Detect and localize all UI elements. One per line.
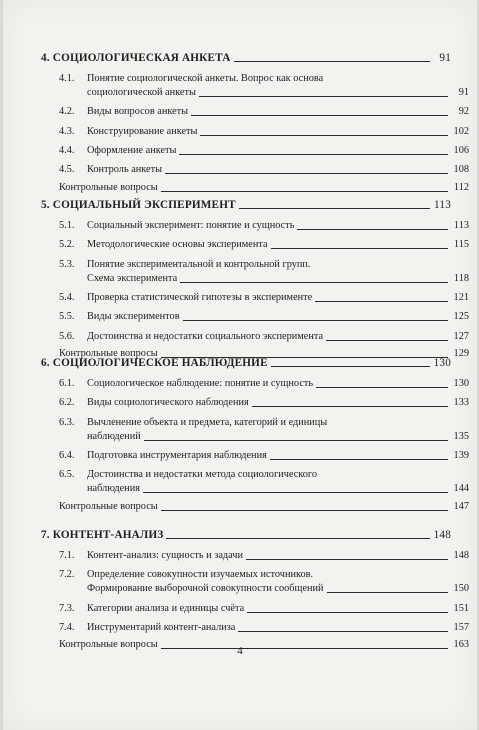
toc-item[interactable] bbox=[41, 622, 469, 634]
section-page: 91 bbox=[439, 52, 451, 64]
section-title bbox=[41, 52, 231, 64]
item-number: 4.1. bbox=[59, 73, 75, 84]
questions-label: Контрольные вопросы bbox=[59, 500, 158, 512]
section-title-text: СОЦИАЛЬНЫЙ ЭКСПЕРИМЕНТ bbox=[52, 199, 236, 211]
item-number: 6.4. bbox=[59, 449, 75, 461]
item-page: 127 bbox=[453, 330, 469, 342]
toc-line bbox=[59, 145, 469, 157]
item-title: Проверка статистической гипотезы в эксперименте bbox=[87, 291, 313, 303]
leader-dots bbox=[165, 173, 448, 174]
toc-item[interactable] bbox=[41, 331, 469, 343]
section-title-text: КОНТЕНТ-АНАЛИЗ bbox=[52, 529, 164, 541]
item-page: 151 bbox=[453, 602, 469, 614]
section-page: 130 bbox=[433, 357, 451, 369]
toc-line bbox=[59, 622, 469, 634]
item-title-line: Понятие социологической анкеты. Вопрос как основа bbox=[87, 73, 324, 84]
toc-item[interactable] bbox=[41, 378, 469, 390]
page-number: 4 bbox=[237, 645, 243, 657]
toc-line bbox=[59, 378, 469, 390]
item-page: 113 bbox=[453, 220, 469, 231]
item-number: 5.2. bbox=[59, 239, 75, 251]
leader-dots bbox=[199, 96, 448, 97]
toc-line bbox=[59, 450, 469, 462]
item-number: 4.3. bbox=[59, 125, 75, 137]
section-number: 7. bbox=[41, 529, 50, 541]
toc-section-heading[interactable] bbox=[41, 529, 451, 541]
toc-line bbox=[41, 357, 451, 369]
toc-line bbox=[59, 550, 469, 562]
toc-line bbox=[59, 73, 469, 85]
item-title: Виды экспериментов bbox=[87, 311, 180, 323]
item-number: 7.1. bbox=[59, 550, 75, 561]
item-title: Оформление анкеты bbox=[87, 144, 177, 156]
leader-dots bbox=[270, 459, 448, 460]
item-number: 5.6. bbox=[59, 330, 75, 342]
leader-dots bbox=[180, 282, 448, 283]
toc-item[interactable] bbox=[41, 417, 469, 443]
item-page: 118 bbox=[453, 272, 469, 284]
item-number: 6.5. bbox=[59, 469, 75, 481]
section-title bbox=[41, 357, 268, 369]
item-title-line: наблюдений bbox=[87, 430, 141, 442]
item-title: Социальный эксперимент: понятие и сущность bbox=[87, 220, 295, 231]
item-title: Категории анализа и единицы счёта bbox=[87, 602, 245, 614]
toc-line bbox=[59, 501, 469, 513]
book-page bbox=[3, 0, 477, 730]
item-page: 108 bbox=[453, 164, 469, 176]
toc-line bbox=[59, 182, 469, 194]
toc-line bbox=[59, 583, 469, 595]
toc-item[interactable] bbox=[41, 397, 469, 409]
toc-item[interactable] bbox=[41, 292, 469, 304]
toc-line bbox=[59, 483, 469, 495]
leader-dots bbox=[247, 612, 448, 613]
toc-item[interactable] bbox=[41, 259, 469, 285]
toc-item[interactable] bbox=[41, 550, 469, 562]
item-page: 139 bbox=[453, 449, 469, 461]
leader-dots bbox=[191, 115, 448, 116]
section-page: 148 bbox=[433, 529, 451, 541]
leader-dots bbox=[316, 387, 448, 388]
item-title: Виды социологического наблюдения bbox=[87, 397, 249, 409]
item-page: 125 bbox=[453, 311, 469, 323]
toc-item[interactable] bbox=[41, 73, 469, 99]
item-page: 144 bbox=[453, 483, 469, 495]
questions-page: 163 bbox=[453, 639, 469, 651]
questions-label: Контрольные вопросы bbox=[59, 181, 158, 193]
toc-line bbox=[59, 397, 469, 409]
toc-line bbox=[59, 431, 469, 443]
item-title: Методологические основы эксперимента bbox=[87, 239, 268, 251]
item-title: Достоинства и недостатки социального эксперимента bbox=[87, 330, 324, 342]
item-number: 5.3. bbox=[59, 258, 75, 270]
toc-item[interactable] bbox=[41, 469, 469, 495]
leader-dots bbox=[144, 440, 448, 441]
item-page: 106 bbox=[453, 144, 469, 156]
item-number: 6.3. bbox=[59, 416, 75, 428]
toc-item[interactable] bbox=[41, 126, 469, 138]
item-page: 115 bbox=[453, 239, 469, 251]
leader-dots bbox=[297, 229, 448, 230]
item-page: 130 bbox=[453, 378, 469, 389]
item-title-line: Формирование выборочной совокупности сообщений bbox=[87, 583, 324, 595]
item-page: 148 bbox=[453, 550, 469, 561]
item-title: Социологическое наблюдение: понятие и сущность bbox=[87, 378, 314, 389]
item-title-line: Схема эксперимента bbox=[87, 272, 178, 284]
section-title-text: СОЦИОЛОГИЧЕСКОЕ НАБЛЮДЕНИЕ bbox=[52, 357, 268, 369]
section-number: 4. bbox=[41, 52, 50, 64]
questions-label: Контрольные вопросы bbox=[59, 347, 158, 359]
item-title: Виды вопросов анкеты bbox=[87, 106, 189, 118]
toc-item[interactable] bbox=[41, 220, 469, 232]
toc-section-heading[interactable] bbox=[41, 52, 451, 64]
item-page: 92 bbox=[458, 106, 469, 118]
item-title: Инструментарий контент-анализа bbox=[87, 621, 236, 633]
item-title: Конструирование анкеты bbox=[87, 125, 198, 137]
toc-item[interactable] bbox=[41, 239, 469, 251]
item-page: 150 bbox=[453, 583, 469, 595]
toc-line bbox=[59, 311, 469, 323]
toc-line bbox=[59, 87, 469, 99]
item-number: 5.4. bbox=[59, 291, 75, 303]
toc-section-heading[interactable] bbox=[41, 357, 451, 369]
questions-page: 112 bbox=[453, 181, 469, 193]
toc-item[interactable] bbox=[41, 145, 469, 157]
item-number: 7.4. bbox=[59, 621, 75, 633]
toc-line bbox=[59, 273, 469, 285]
leader-dots bbox=[161, 191, 448, 192]
item-page: 91 bbox=[458, 87, 469, 98]
item-number: 6.2. bbox=[59, 397, 75, 409]
leader-dots bbox=[183, 320, 448, 321]
leader-dots bbox=[326, 340, 448, 341]
leader-dots bbox=[234, 61, 430, 62]
item-number: 4.5. bbox=[59, 164, 75, 176]
toc-item[interactable] bbox=[41, 311, 469, 323]
leader-dots bbox=[246, 559, 448, 560]
item-page: 133 bbox=[453, 397, 469, 409]
toc-line bbox=[59, 106, 469, 118]
leader-dots bbox=[252, 406, 448, 407]
item-number: 4.2. bbox=[59, 106, 75, 118]
toc-item[interactable] bbox=[41, 569, 469, 595]
toc-line bbox=[59, 469, 469, 481]
item-title-line: социологической анкеты bbox=[87, 87, 196, 98]
item-number: 5.1. bbox=[59, 220, 75, 231]
leader-dots bbox=[327, 592, 448, 593]
leader-dots bbox=[315, 301, 448, 302]
item-title: Контроль анкеты bbox=[87, 164, 163, 176]
item-page: 121 bbox=[453, 291, 469, 303]
control-questions[interactable] bbox=[41, 182, 469, 194]
toc-item[interactable] bbox=[41, 106, 469, 118]
toc-line bbox=[41, 199, 451, 211]
item-number: 6.1. bbox=[59, 378, 75, 389]
section-number: 6. bbox=[41, 357, 50, 369]
questions-label: Контрольные вопросы bbox=[59, 639, 158, 651]
item-title-line: Вычленение объекта и предмета, категорий и единицы bbox=[87, 416, 328, 428]
toc-line bbox=[59, 220, 469, 232]
toc-line bbox=[41, 52, 451, 64]
item-title: Подготовка инструментария наблюдения bbox=[87, 449, 267, 461]
leader-dots bbox=[271, 248, 448, 249]
toc-line bbox=[59, 603, 469, 615]
leader-dots bbox=[239, 208, 430, 209]
leader-dots bbox=[271, 366, 430, 367]
leader-dots bbox=[179, 154, 448, 155]
toc-section-heading[interactable] bbox=[41, 199, 451, 211]
item-page: 135 bbox=[453, 430, 469, 442]
toc-line bbox=[59, 569, 469, 581]
section-page: 113 bbox=[434, 199, 451, 211]
toc-line bbox=[59, 292, 469, 304]
leader-dots bbox=[200, 135, 448, 136]
toc-line bbox=[59, 259, 469, 271]
item-number: 7.2. bbox=[59, 569, 75, 581]
item-title-line: Понятие экспериментальной и контрольной групп. bbox=[87, 258, 311, 270]
toc-line bbox=[59, 331, 469, 343]
toc-line bbox=[41, 529, 451, 541]
section-title bbox=[41, 199, 236, 211]
item-number: 5.5. bbox=[59, 311, 75, 323]
leader-dots bbox=[143, 492, 448, 493]
item-number: 4.4. bbox=[59, 144, 75, 156]
toc-item[interactable] bbox=[41, 603, 469, 615]
item-title-line: Определение совокупности изучаемых источников. bbox=[87, 569, 314, 581]
toc-line bbox=[59, 164, 469, 176]
leader-dots bbox=[238, 631, 448, 632]
leader-dots bbox=[166, 538, 430, 539]
item-page: 102 bbox=[453, 125, 469, 137]
questions-page: 147 bbox=[453, 500, 469, 512]
item-number: 7.3. bbox=[59, 602, 75, 614]
toc-line bbox=[59, 417, 469, 429]
toc-item[interactable] bbox=[41, 450, 469, 462]
toc-line bbox=[59, 239, 469, 251]
leader-dots bbox=[161, 510, 448, 511]
toc-item[interactable] bbox=[41, 164, 469, 176]
item-title-line: Достоинства и недостатки метода социологического bbox=[87, 469, 318, 481]
item-title-line: наблюдения bbox=[87, 483, 140, 495]
section-number: 5. bbox=[41, 199, 50, 211]
item-page: 157 bbox=[453, 621, 469, 633]
section-title bbox=[41, 529, 163, 541]
control-questions[interactable] bbox=[41, 501, 469, 513]
toc-line bbox=[59, 126, 469, 138]
questions-page: 129 bbox=[453, 347, 469, 359]
item-title: Контент-анализ: сущность и задачи bbox=[87, 550, 243, 561]
section-title-text: СОЦИОЛОГИЧЕСКАЯ АНКЕТА bbox=[52, 52, 231, 64]
